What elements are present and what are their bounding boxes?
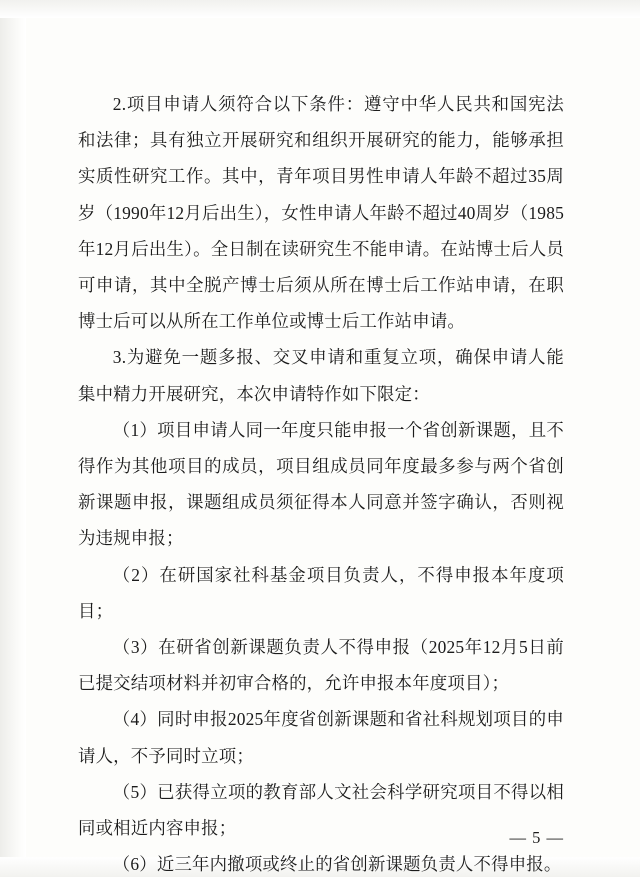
paragraph-item-3-5: （5）已获得立项的教育部人文社会科学研究项目不得以相同或相近内容申报； bbox=[78, 781, 564, 839]
scan-edge-top bbox=[0, 0, 640, 18]
paragraph-item-3-3: （3）在研省创新课题负责人不得申报（2025年12月5日前已提交结项材料并初审合格的，允许申报本年度项目）； bbox=[78, 637, 564, 694]
paragraph-item-3-2: （2）在研国家社科基金项目负责人，不得申报本年度项目； bbox=[78, 564, 564, 621]
paragraph-item-3: 3.为避免一题多报、交叉申请和重复立项，确保申请人能集中精力开展研究，本次申请特作如下限定： bbox=[78, 347, 564, 404]
paragraph-item-3-4: （4）同时申报2025年度省创新课题和省社科规划项目的申请人，不予同时立项； bbox=[78, 709, 564, 766]
paragraph-item-2: 2.项目申请人须符合以下条件：遵守中华人民共和国宪法和法律；具有独立开展研究和组织开展研究的能力，能够承担实质性研究工作。其中，青年项目男性申请人年龄不超过35周岁（1990年12月后出生），女性申请人年龄不超过40周岁（1985年12月后出生）。全日制在读研究生不能申请。在站博士后人员可申请，其中全脱产博士后须从所在博士后工作站申请，在职博士后可以从所在工作单位或博士后工作站申请。 bbox=[78, 94, 564, 332]
document-body bbox=[78, 86, 564, 882]
paragraph-item-3-6: （6）近三年内撤项或终止的省创新课题负责人不得申报。 bbox=[112, 854, 562, 875]
page-number: — 5 — bbox=[509, 828, 564, 847]
scan-edge-left bbox=[0, 0, 26, 877]
paragraph-item-3-1: （1）项目申请人同一年度只能申报一个省创新课题，且不得作为其他项目的成员，项目组成员同年度最多参与两个省创新课题申报，课题组成员须征得本人同意并签字确认，否则视为违规申报； bbox=[78, 419, 564, 549]
